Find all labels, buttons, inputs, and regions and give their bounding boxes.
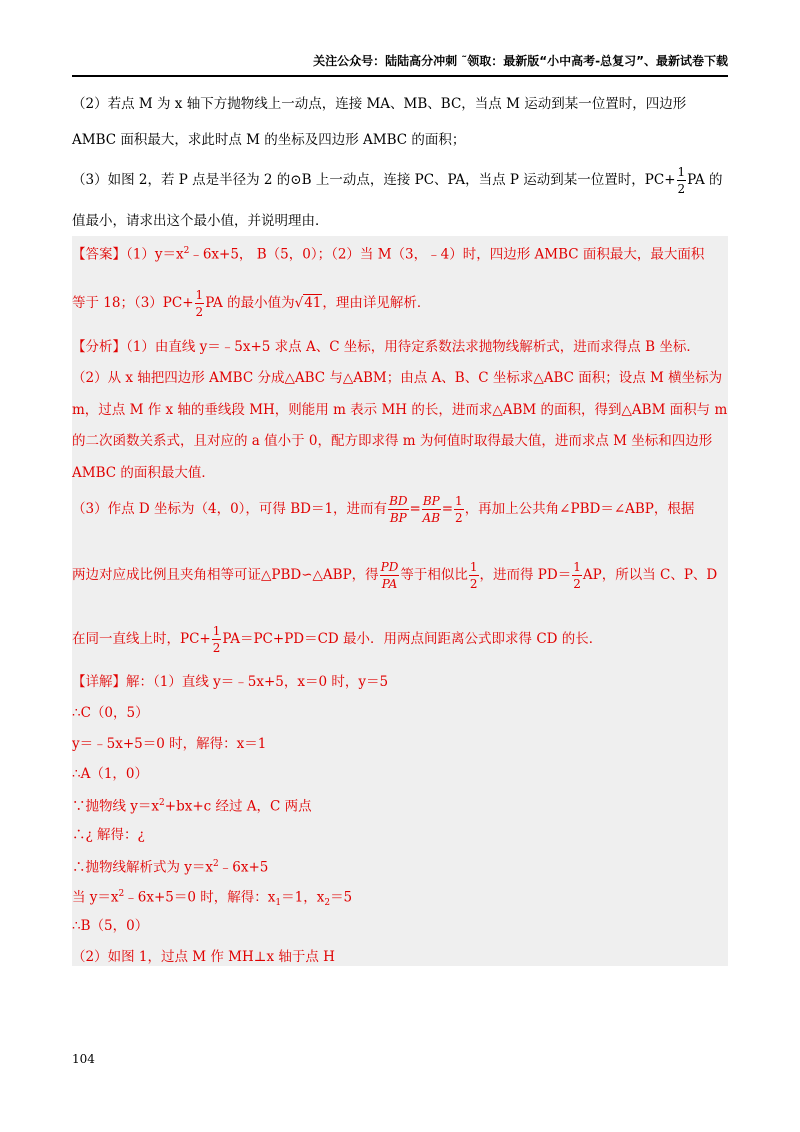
- fraction-bd-bp: $\frac{BD}{BP}$: [389, 494, 408, 525]
- analysis-line-6: （3）作点 D 坐标为（4，0），可得 BD＝1，进而有 $\frac{BD}{BP}$ = $\frac{BP}{AB}$ = $\frac{1}{2}$ ，再加上公共角∠PBD＝∠ABP，根据: [72, 494, 695, 525]
- detail-line-2: ∴C（0，5）: [72, 705, 149, 721]
- sqrt-41: 41: [304, 295, 322, 311]
- analysis-line-3: m，过点 M 作 x 轴的垂线段 MH，则能用 m 表示 MH 的长，进而求△ABM 的面积，得到△ABM 面积与 m: [72, 402, 728, 418]
- question-3-text: （3）如图 2，若 P 点是半径为 2 的⊙B 上一动点，连接 PC、PA，当点 P 运动到某一位置时，PC+: [72, 172, 676, 188]
- analysis-line-5: AMBC 的面积最大值．: [72, 465, 215, 481]
- analysis-line-8: 在同一直线上时，PC+ $\frac{1}{2}$ PA＝PC+PD＝CD 最小．用两点间距离公式即求得 CD 的长．: [72, 624, 603, 655]
- question-3-line-2: 值最小，请求出这个最小值，并说明理由．: [72, 213, 329, 229]
- question-2-line-1: （2）若点 M 为 x 轴下方抛物线上一动点，连接 MA、MB、BC，当点 M 运动到某一位置时，四边形: [72, 96, 687, 112]
- analysis-line-1: 【分析】（1）由直线 y＝﹣5x+5 求点 A、C 坐标，用待定系数法求抛物线解析式，进而求得点 B 坐标．: [72, 339, 700, 355]
- analysis-line-7: 两边对应成比例且夹角相等可证△PBD∽△ABP，得 $\frac{PD}{PA}$ 等于相似比 $\frac{1}{2}$ ，进而得 PD＝ $\frac{1}{2}$ AP，所以当 C、P、D: [72, 560, 718, 591]
- answer-line-2: 等于 18；（3）PC+ $\frac{1}{2}$ PA 的最小值为√41，理由详见解析．: [72, 288, 431, 319]
- detail-line-1: 【详解】解：（1）直线 y＝﹣5x+5，x＝0 时，y＝5: [72, 674, 389, 690]
- detail-tag: 【详解】: [72, 674, 126, 690]
- detail-line-10: （2）如图 1，过点 M 作 MH⊥x 轴于点 H: [72, 949, 335, 965]
- detail-line-5: ∵抛物线 $y=x^2+bx+c$ 经过 A，C 两点: [72, 798, 312, 815]
- fraction-half: $\frac{1}{2}$: [469, 560, 478, 591]
- fraction-half: $\frac{1}{2}$: [195, 288, 204, 319]
- page-number: 104: [72, 1052, 95, 1066]
- fraction-half: $\frac{1}{2}$: [212, 624, 221, 655]
- analysis-tag: 【分析】: [72, 339, 126, 355]
- fraction-half: $\frac{1}{2}$: [573, 560, 581, 591]
- detail-line-7: ∴抛物线解析式为 $y=x^2﹣6x+5$: [72, 859, 269, 876]
- answer-tag: 【答案】: [72, 246, 126, 263]
- detail-line-4: ∴A（1，0）: [72, 766, 149, 782]
- fraction-half: $\frac{1}{2}$: [455, 494, 463, 525]
- page-header: 关注公众号：陆陆高分冲刺 ˜领取：最新版“小中高考-总复习”、最新试卷下载: [72, 52, 728, 77]
- question-3-text-end: PA 的: [687, 172, 723, 188]
- question-2-line-2: AMBC 面积最大，求此时点 M 的坐标及四边形 AMBC 的面积；: [72, 132, 466, 148]
- detail-line-8: 当 $y=x^2﹣6x+5=0$ 时，解得：$x_1=1$，$x_2=5$: [72, 889, 353, 909]
- fraction-half: $\frac{1}{2}$: [677, 165, 686, 196]
- answer-line-1: 【答案】$(1)y=x^2﹣6x+5$， B（5，0）；（2）当 M（3，﹣4）时，四边形 AMBC 面积最大，最大面积: [72, 246, 705, 263]
- analysis-line-4: 的二次函数关系式，且对应的 a 值小于 0，配方即求得 m 为何值时取得最大值，进而求点 M 坐标和四边形: [72, 433, 713, 449]
- fraction-pd-pa: $\frac{PD}{PA}$: [380, 560, 399, 591]
- analysis-line-2: （2）从 x 轴把四边形 AMBC 分成△ABC 与△ABM；由点 A、B、C 坐标求△ABC 面积；设点 M 横坐标为: [72, 370, 723, 386]
- detail-line-3: y＝﹣5x+5＝0 时，解得：x＝1: [72, 736, 267, 752]
- question-3-line-1: [72, 165, 723, 196]
- detail-line-9: ∴B（5，0）: [72, 918, 149, 934]
- fraction-bp-ab: $\frac{BP}{AB}$: [422, 494, 441, 525]
- detail-line-6: ∴¿ 解得：¿: [72, 827, 145, 843]
